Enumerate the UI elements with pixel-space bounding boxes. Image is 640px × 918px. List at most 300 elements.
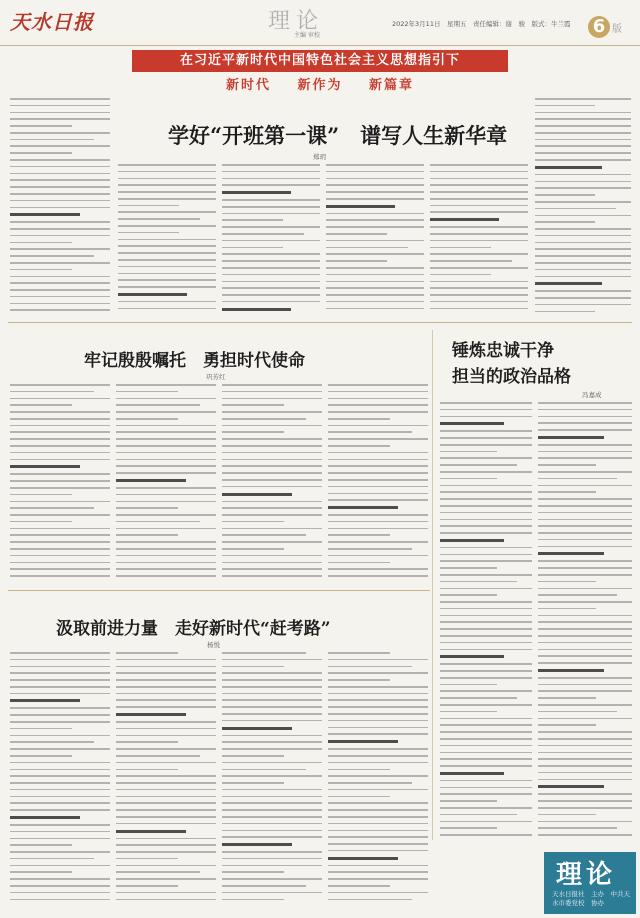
text-line	[328, 789, 428, 791]
text-line	[326, 308, 424, 310]
text-line	[10, 193, 110, 195]
text-line	[440, 437, 532, 439]
text-line	[440, 491, 532, 493]
text-line	[222, 892, 322, 894]
text-line	[10, 521, 72, 523]
divider	[432, 330, 433, 840]
text-line	[116, 494, 216, 496]
text-line	[328, 871, 428, 873]
text-line	[430, 184, 528, 186]
text-line	[10, 789, 110, 791]
article-column	[10, 384, 110, 584]
text-line	[326, 294, 424, 296]
text-line	[10, 824, 110, 826]
text-line	[440, 787, 532, 789]
text-line	[222, 418, 306, 420]
text-line	[222, 191, 291, 194]
text-line	[116, 748, 216, 750]
text-line	[538, 724, 596, 726]
article-title: 担当的政治品格	[452, 367, 571, 387]
text-line	[440, 758, 532, 760]
text-line	[10, 452, 110, 454]
text-line	[440, 684, 497, 686]
text-line	[328, 809, 428, 811]
article-byline: 巩芳红	[206, 373, 226, 381]
text-line	[116, 762, 216, 764]
text-line	[10, 775, 110, 777]
text-line	[538, 519, 632, 521]
text-line	[10, 248, 110, 250]
text-line	[328, 733, 428, 735]
article-column	[118, 164, 216, 316]
text-line	[10, 166, 110, 168]
text-line	[118, 218, 200, 220]
text-line	[222, 445, 322, 447]
text-line	[440, 697, 517, 699]
text-line	[538, 718, 632, 720]
text-line	[10, 459, 110, 461]
text-line	[440, 772, 504, 775]
article-byline: 冯嘉成	[582, 391, 602, 399]
article-byline: 杨悦	[207, 641, 220, 649]
text-line	[538, 574, 632, 576]
text-line	[538, 608, 596, 610]
text-line	[440, 505, 532, 507]
text-line	[222, 741, 322, 743]
text-line	[440, 608, 532, 610]
text-line	[118, 286, 216, 288]
text-line	[440, 738, 532, 740]
text-line	[440, 444, 532, 446]
text-line	[118, 191, 216, 193]
text-line	[118, 293, 187, 296]
text-line	[10, 878, 110, 880]
text-line	[440, 574, 532, 576]
page-number: 6	[588, 16, 610, 38]
text-line	[10, 152, 72, 154]
text-line	[535, 166, 602, 169]
text-line	[328, 672, 428, 674]
text-line	[328, 857, 398, 860]
text-line	[222, 899, 284, 901]
text-line	[430, 198, 528, 200]
text-line	[328, 452, 428, 454]
text-line	[10, 721, 110, 723]
text-line	[328, 699, 428, 701]
text-line	[222, 391, 322, 393]
text-line	[222, 885, 306, 887]
text-line	[440, 451, 497, 453]
text-line	[116, 686, 216, 688]
text-line	[116, 816, 216, 818]
text-line	[440, 745, 532, 747]
text-line	[440, 628, 532, 630]
text-line	[328, 541, 428, 543]
text-line	[222, 233, 304, 235]
text-line	[440, 498, 532, 500]
text-line	[328, 398, 428, 400]
text-line	[222, 775, 322, 777]
text-line	[538, 444, 632, 446]
article-title: 锤炼忠诚干净	[452, 341, 554, 361]
text-line	[116, 851, 216, 853]
text-line	[222, 253, 320, 255]
text-line	[116, 830, 186, 833]
text-line	[328, 836, 428, 838]
text-line	[535, 221, 595, 223]
text-line	[538, 745, 632, 747]
text-line	[116, 445, 216, 447]
text-line	[535, 290, 631, 292]
text-line	[10, 802, 110, 804]
text-line	[440, 567, 497, 569]
text-line	[538, 677, 632, 679]
text-line	[116, 823, 216, 825]
text-line	[222, 425, 322, 427]
text-line	[116, 391, 178, 393]
text-line	[538, 628, 632, 630]
text-line	[326, 301, 424, 303]
text-line	[10, 707, 110, 709]
text-line	[535, 132, 631, 134]
text-line	[10, 125, 72, 127]
text-line	[10, 255, 94, 257]
text-line	[538, 779, 632, 781]
text-line	[538, 814, 596, 816]
text-line	[538, 422, 632, 424]
text-line	[10, 714, 110, 716]
text-line	[116, 796, 216, 798]
text-line	[10, 98, 110, 100]
text-line	[116, 735, 216, 737]
text-line	[222, 178, 320, 180]
text-line	[10, 296, 110, 298]
text-line	[222, 796, 322, 798]
text-line	[222, 199, 320, 201]
text-line	[116, 384, 216, 386]
text-line	[326, 164, 424, 166]
text-line	[116, 418, 178, 420]
text-line	[535, 311, 595, 313]
text-line	[440, 532, 532, 534]
text-line	[222, 459, 322, 461]
text-line	[328, 465, 428, 467]
text-line	[538, 697, 596, 699]
text-line	[328, 652, 390, 654]
text-line	[440, 718, 532, 720]
text-line	[538, 800, 632, 802]
text-line	[222, 871, 284, 873]
text-line	[222, 493, 292, 496]
text-line	[538, 765, 632, 767]
text-line	[328, 769, 390, 771]
text-line	[326, 260, 387, 262]
text-line	[116, 699, 216, 701]
text-line	[538, 690, 632, 692]
text-line	[116, 728, 216, 730]
text-line	[440, 635, 532, 637]
text-line	[222, 301, 320, 303]
text-line	[222, 260, 320, 262]
text-line	[535, 112, 631, 114]
text-line	[10, 693, 110, 695]
divider	[8, 322, 632, 323]
text-line	[10, 858, 94, 860]
text-line	[116, 878, 216, 880]
text-line	[222, 693, 322, 695]
text-line	[116, 652, 178, 654]
text-line	[328, 521, 428, 523]
text-line	[538, 649, 632, 651]
text-line	[538, 552, 604, 555]
text-line	[440, 525, 532, 527]
text-line	[222, 548, 284, 550]
text-line	[116, 899, 216, 901]
text-line	[430, 178, 528, 180]
section-logo-title: 理论	[556, 860, 617, 890]
text-line	[430, 211, 528, 213]
text-line	[116, 568, 216, 570]
article-title: 牢记殷殷嘱托 勇担时代使命	[84, 351, 305, 371]
text-line	[535, 248, 631, 250]
text-line	[222, 713, 322, 715]
text-line	[538, 485, 632, 487]
text-line	[116, 479, 186, 482]
article-column	[326, 164, 424, 316]
text-line	[116, 398, 216, 400]
text-line	[10, 865, 110, 867]
text-line	[116, 741, 178, 743]
text-line	[440, 752, 532, 754]
text-line	[326, 287, 424, 289]
text-line	[538, 807, 632, 809]
text-line	[538, 498, 632, 500]
text-line	[328, 762, 428, 764]
text-line	[326, 191, 424, 193]
text-line	[328, 568, 428, 570]
text-line	[440, 807, 532, 809]
text-line	[430, 240, 528, 242]
text-line	[10, 562, 110, 564]
text-line	[116, 501, 216, 503]
text-line	[10, 741, 94, 743]
text-line	[538, 615, 632, 617]
text-line	[440, 416, 532, 418]
text-line	[116, 871, 200, 873]
text-line	[116, 865, 216, 867]
text-line	[222, 568, 322, 570]
text-line	[328, 499, 428, 501]
text-line	[222, 679, 322, 681]
text-line	[440, 711, 497, 713]
text-line	[430, 218, 499, 221]
text-line	[328, 727, 428, 729]
text-line	[328, 782, 412, 784]
text-line	[222, 699, 322, 701]
text-line	[116, 892, 216, 894]
text-line	[538, 409, 632, 411]
text-line	[222, 878, 322, 880]
text-line	[538, 457, 632, 459]
text-line	[430, 260, 512, 262]
text-line	[116, 775, 216, 777]
text-line	[430, 171, 528, 173]
text-line	[430, 191, 528, 193]
text-line	[116, 755, 200, 757]
text-line	[10, 159, 110, 161]
text-line	[116, 514, 216, 516]
text-line	[10, 145, 110, 147]
text-line	[430, 308, 528, 310]
text-line	[326, 198, 424, 200]
article-column	[222, 384, 322, 584]
text-line	[116, 672, 216, 674]
text-line	[10, 769, 110, 771]
text-line	[10, 398, 110, 400]
article-column	[116, 652, 216, 910]
text-line	[535, 304, 631, 306]
text-line	[535, 152, 631, 154]
text-line	[538, 834, 632, 836]
text-line	[10, 242, 72, 244]
text-line	[328, 472, 428, 474]
text-line	[326, 240, 424, 242]
text-line	[222, 555, 322, 557]
text-line	[430, 294, 528, 296]
text-line	[535, 255, 631, 257]
text-line	[10, 494, 72, 496]
text-line	[326, 219, 424, 221]
text-line	[328, 384, 428, 386]
text-line	[116, 548, 216, 550]
text-line	[538, 402, 632, 404]
text-line	[222, 164, 320, 166]
text-line	[328, 514, 428, 516]
text-line	[116, 507, 178, 509]
text-line	[328, 706, 428, 708]
text-line	[118, 266, 216, 268]
text-line	[10, 575, 110, 577]
text-line	[538, 711, 617, 713]
text-line	[538, 471, 632, 473]
text-line	[326, 267, 424, 269]
text-line	[222, 562, 322, 564]
text-line	[222, 184, 320, 186]
text-line	[116, 659, 216, 661]
text-line	[538, 588, 632, 590]
text-line	[328, 693, 428, 695]
text-line	[535, 282, 602, 285]
text-line	[116, 666, 216, 668]
text-line	[440, 731, 532, 733]
text-line	[222, 534, 306, 536]
text-line	[222, 727, 292, 730]
article-column	[222, 164, 320, 316]
article-column	[328, 652, 428, 910]
text-line	[10, 235, 110, 237]
text-line	[222, 213, 320, 215]
text-line	[222, 411, 322, 413]
text-line	[440, 471, 532, 473]
text-line	[328, 459, 428, 461]
text-line	[10, 431, 110, 433]
text-line	[326, 205, 395, 208]
text-line	[440, 834, 532, 836]
text-line	[116, 555, 216, 557]
slogan-item: 新时代	[225, 78, 271, 93]
article-column	[328, 384, 428, 584]
text-line	[118, 198, 216, 200]
text-line	[535, 187, 631, 189]
text-line	[10, 445, 110, 447]
text-line	[222, 206, 320, 208]
text-line	[222, 308, 291, 311]
text-line	[10, 207, 110, 209]
text-line	[440, 594, 497, 596]
text-line	[440, 402, 532, 404]
text-line	[328, 425, 428, 427]
text-line	[10, 465, 80, 468]
text-line	[10, 755, 72, 757]
text-line	[430, 205, 528, 207]
text-line	[538, 539, 632, 541]
text-line	[222, 384, 322, 386]
text-line	[328, 493, 428, 495]
text-line	[10, 816, 80, 819]
text-line	[222, 652, 306, 654]
text-line	[118, 232, 179, 234]
text-line	[326, 178, 424, 180]
text-line	[10, 269, 72, 271]
text-line	[118, 171, 216, 173]
text-line	[10, 289, 110, 291]
text-line	[535, 269, 631, 271]
text-line	[10, 404, 72, 406]
text-line	[222, 404, 284, 406]
text-line	[440, 655, 504, 658]
text-line	[116, 487, 216, 489]
text-line	[10, 809, 110, 811]
text-line	[10, 132, 110, 134]
text-line	[222, 823, 322, 825]
text-line	[538, 560, 632, 562]
text-line	[538, 567, 632, 569]
text-line	[440, 588, 532, 590]
text-line	[538, 821, 632, 823]
text-line	[10, 200, 110, 202]
text-line	[440, 827, 497, 829]
text-line	[440, 554, 532, 556]
text-line	[538, 684, 632, 686]
text-line	[10, 514, 110, 516]
text-line	[328, 843, 428, 845]
text-line	[116, 575, 216, 577]
text-line	[440, 547, 532, 549]
text-line	[10, 672, 110, 674]
text-line	[328, 575, 428, 577]
text-line	[430, 281, 528, 283]
text-line	[222, 514, 322, 516]
text-line	[10, 541, 110, 543]
text-line	[118, 239, 216, 241]
text-line	[222, 672, 322, 674]
text-line	[326, 213, 424, 215]
text-line	[222, 507, 322, 509]
text-line	[440, 677, 532, 679]
text-line	[538, 594, 617, 596]
text-line	[10, 885, 110, 887]
text-line	[440, 800, 497, 802]
